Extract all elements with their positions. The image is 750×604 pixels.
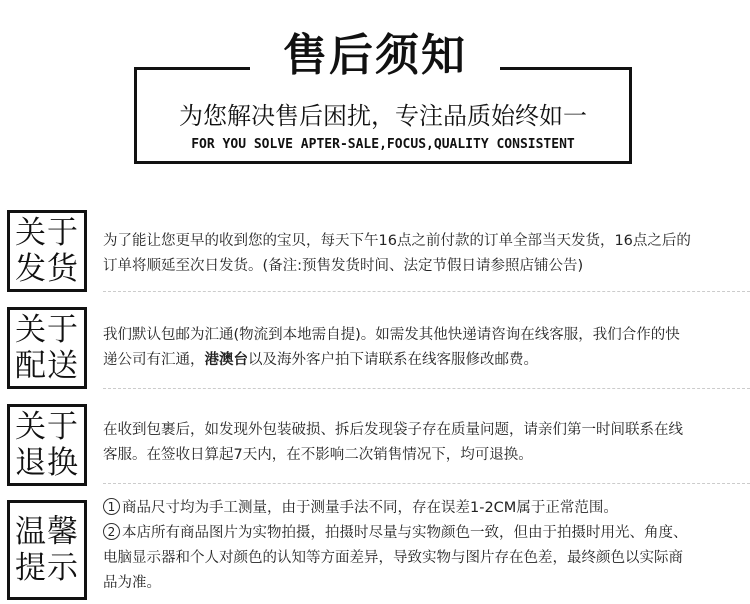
badge-line: 配送 [15,348,79,384]
text-bold-segment: 港澳台 [204,352,248,368]
badge-line: 关于 [15,312,79,348]
badge-line: 提示 [15,550,79,586]
section-delivery-badge [7,307,87,389]
section-shipping-text [103,229,740,279]
badge-line: 发货 [15,251,79,287]
badge-line: 退换 [15,445,79,481]
text-segment: 本店所有商品图片为实物拍摄，拍摄时尽量与实物颜色一致，但由于拍摄时用光、角度、 [122,525,688,541]
section-returns-badge [7,404,87,486]
circled-number-icon: 2 [103,523,120,540]
section-tips-badge [7,500,87,600]
text-line: 品为准。 [103,575,161,591]
text-line: 为了能让您更早的收到您的宝贝，每天下午16点之前付款的订单全部当天发货，16点之后的 [103,233,691,249]
page-english-subtitle: FOR YOU SOLVE APTER-SALE,FOCUS,QUALITY CONSISTENT [191,137,575,152]
text-line: 电脑显示器和个人对颜色的认知等方面差异，导致实物与图片存在色差，最终颜色以实际商 [103,550,683,566]
section-shipping-badge [7,210,87,292]
divider [103,291,750,292]
text-segment: 以及海外客户拍下请联系在线客服修改邮费。 [248,352,538,368]
section-delivery-text [103,323,740,373]
text-line: 我们默认包邮为汇通(物流到本地需自提)。如需发其他快递请咨询在线客服，我们合作的快 [103,327,680,343]
badge-line: 温馨 [15,514,79,550]
badge-line: 关于 [15,409,79,445]
section-returns-text [103,418,740,468]
divider [103,388,750,389]
text-line: 订单将顺延至次日发货。(备注:预售发货时间、法定节假日请参照店铺公告) [103,258,584,274]
text-segment: 递公司有汇通， [103,352,205,368]
text-line [103,348,740,373]
page-subtitle: 为您解决售后困扰，专注品质始终如一 [179,102,587,130]
badge-line: 关于 [15,215,79,251]
text-segment: 商品尺寸均为手工测量，由于测量手法不同，存在误差1-2CM属于正常范围。 [122,500,618,516]
divider [103,483,750,484]
text-line: 在收到包裹后，如发现外包装破损、拆后发现袋子存在质量问题，请亲们第一时间联系在线 [103,422,683,438]
circled-number-icon: 1 [103,498,120,515]
tip-item [103,496,740,521]
tip-item [103,521,740,546]
section-tips-text [103,496,740,596]
page-title: 售后须知 [250,30,500,82]
text-line: 客服。在签收日算起7天内，在不影响二次销售情况下，均可退换。 [103,447,533,463]
